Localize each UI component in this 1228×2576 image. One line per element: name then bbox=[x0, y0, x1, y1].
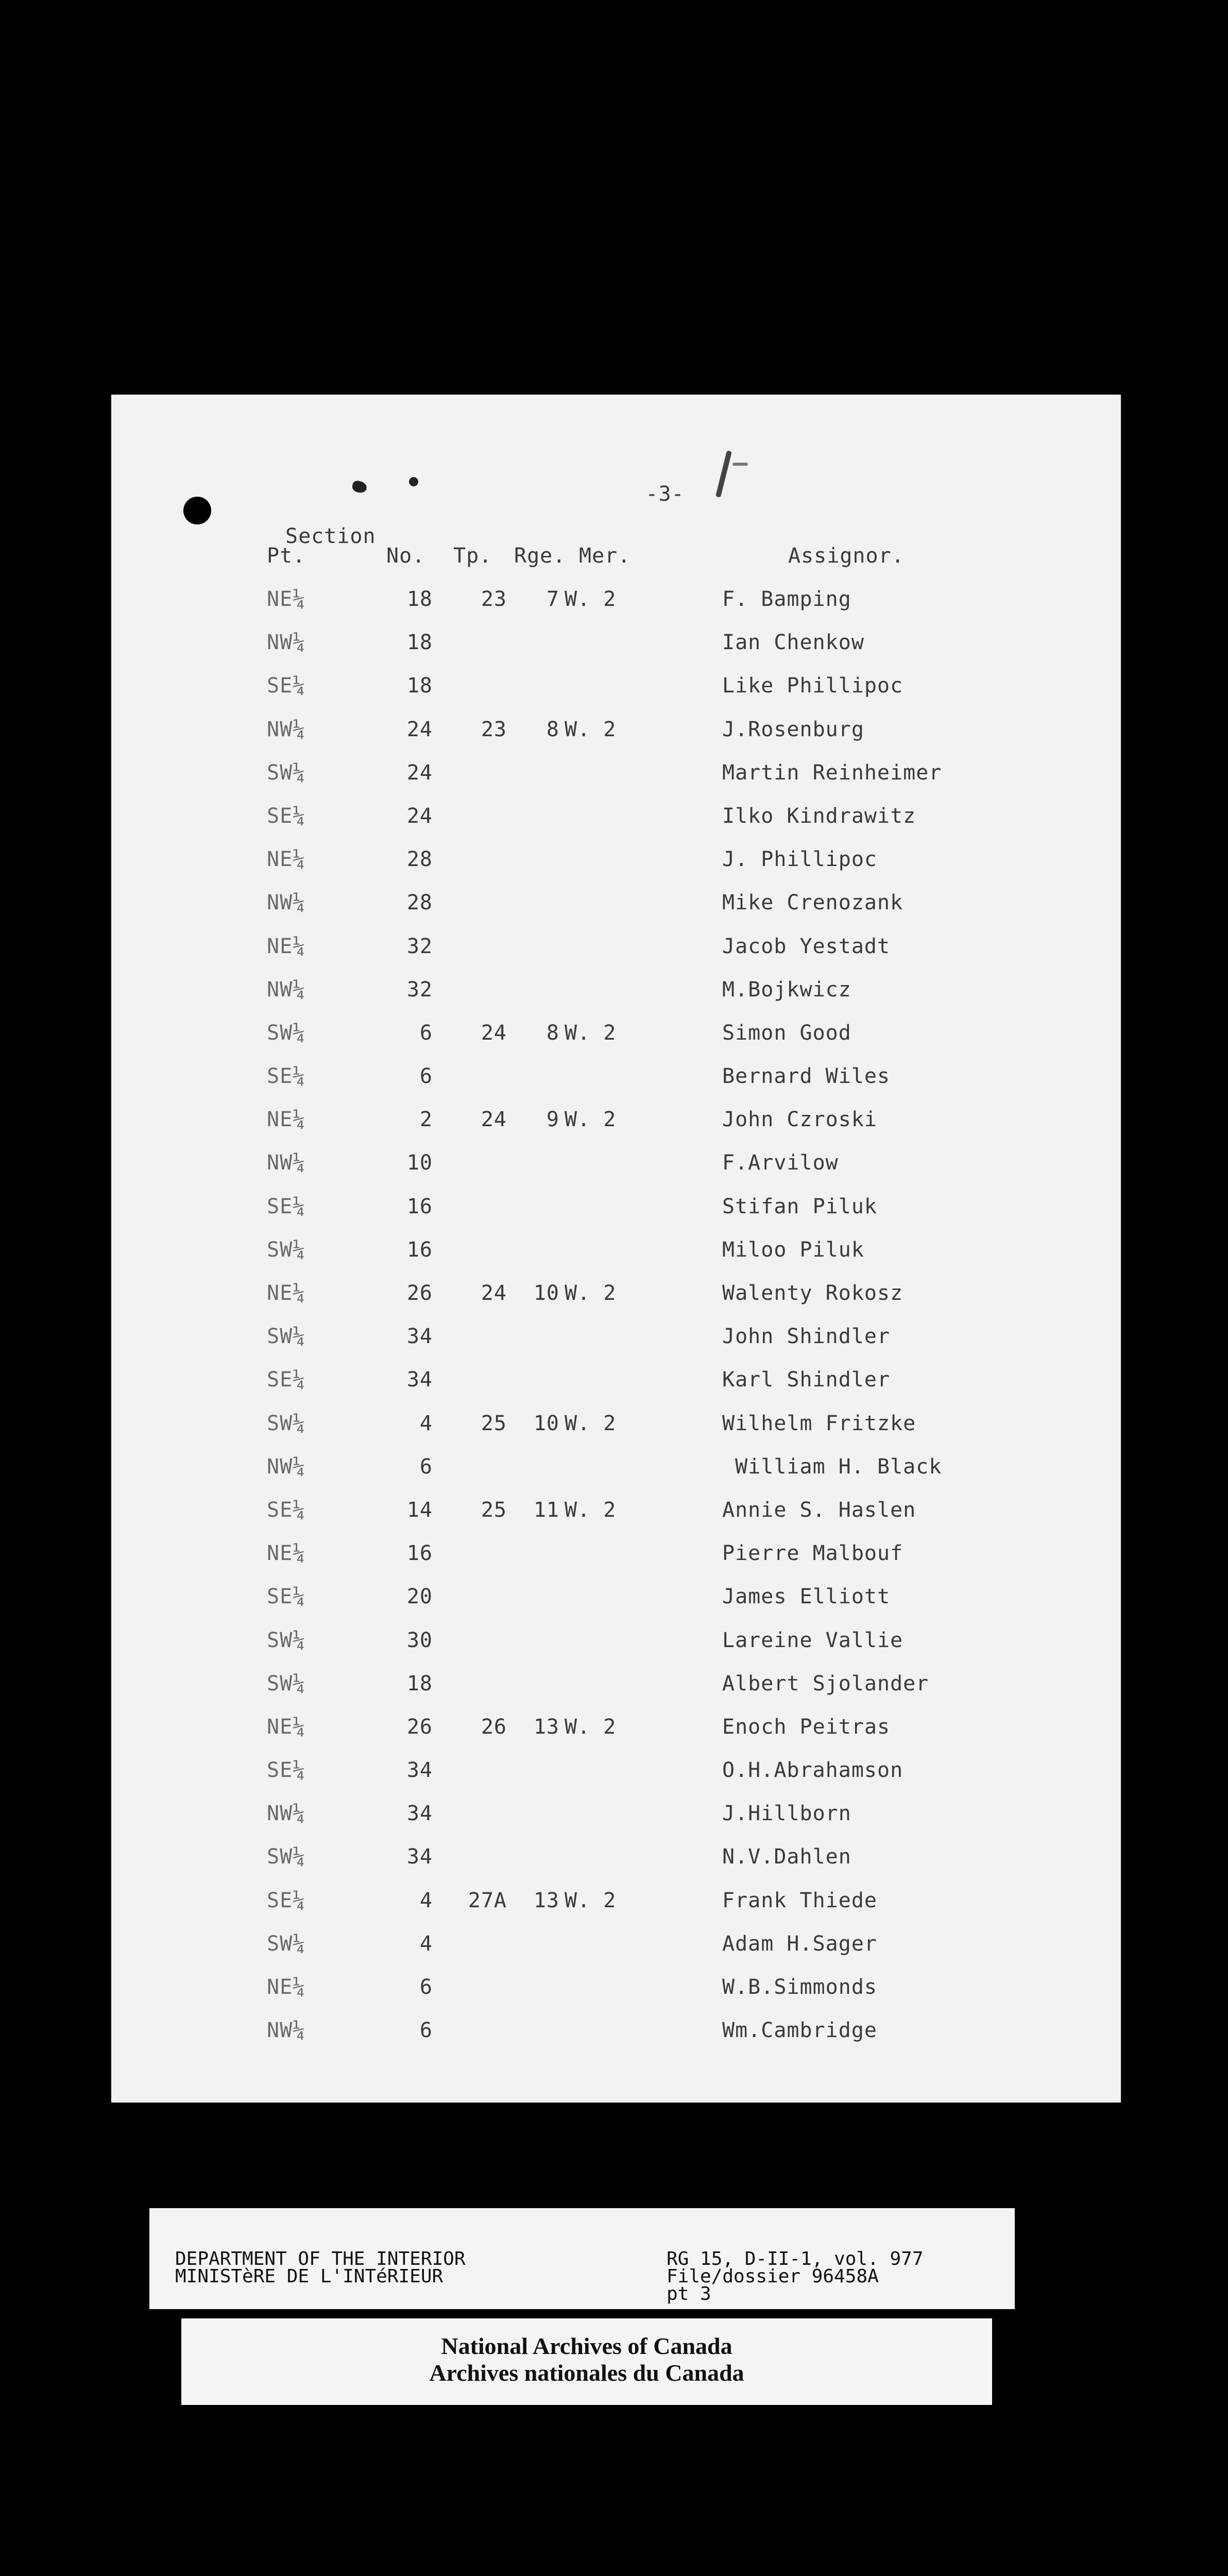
section-number: 24 bbox=[406, 760, 433, 785]
section-number: 30 bbox=[406, 1628, 433, 1652]
section-part: SE¼ bbox=[267, 1194, 306, 1218]
assignor-name: Jacob Yestadt bbox=[722, 934, 891, 958]
section-number: 26 bbox=[406, 1715, 433, 1739]
table-row bbox=[111, 1802, 1121, 1845]
meridian: W. 2 bbox=[565, 1281, 617, 1305]
archive-reference-card bbox=[149, 2208, 1015, 2309]
assignment-table bbox=[111, 587, 1121, 2062]
range: 7 bbox=[546, 587, 559, 611]
assignor-name: J. Phillipoc bbox=[722, 848, 877, 872]
table-row bbox=[111, 674, 1121, 717]
section-number: 34 bbox=[406, 1802, 433, 1826]
archives-name-card bbox=[181, 2318, 992, 2405]
section-number: 32 bbox=[406, 934, 433, 958]
assignor-name: James Elliott bbox=[722, 1585, 891, 1609]
assignor-name: Albert Sjolander bbox=[722, 1671, 929, 1696]
table-row bbox=[111, 2019, 1121, 2062]
header-no: No. bbox=[386, 544, 425, 568]
table-row bbox=[111, 1368, 1121, 1411]
assignor-name: N.V.Dahlen bbox=[722, 1845, 851, 1869]
section-number: 6 bbox=[419, 2019, 433, 2043]
township: 24 bbox=[481, 1108, 507, 1132]
assignor-name: Bernard Wiles bbox=[722, 1064, 891, 1089]
pencil-mark bbox=[732, 463, 748, 466]
section-part: SE¼ bbox=[267, 804, 306, 828]
table-row bbox=[111, 1498, 1121, 1541]
section-part: SE¼ bbox=[267, 1368, 306, 1392]
section-number: 18 bbox=[406, 1671, 433, 1696]
assignor-name: Ian Chenkow bbox=[722, 631, 864, 655]
range: 10 bbox=[533, 1281, 559, 1305]
section-number: 34 bbox=[406, 1325, 433, 1349]
assignor-name: Annie S. Haslen bbox=[722, 1498, 916, 1522]
table-row bbox=[111, 1281, 1121, 1325]
section-part: SE¼ bbox=[267, 1064, 306, 1089]
header-mer: Mer. bbox=[579, 544, 631, 568]
table-row bbox=[111, 848, 1121, 891]
section-part: NW¼ bbox=[267, 977, 306, 1002]
header-pt: Pt. bbox=[267, 544, 306, 568]
section-number: 18 bbox=[406, 631, 433, 655]
table-row bbox=[111, 1975, 1121, 2019]
table-row bbox=[111, 1455, 1121, 1498]
section-number: 6 bbox=[419, 1021, 433, 1045]
section-part: NW¼ bbox=[267, 1151, 306, 1175]
section-part: NW¼ bbox=[267, 631, 306, 655]
table-row bbox=[111, 804, 1121, 848]
township: 25 bbox=[481, 1498, 507, 1522]
scanned-page bbox=[111, 395, 1121, 2103]
assignor-name: Stifan Piluk bbox=[722, 1194, 877, 1218]
meridian: W. 2 bbox=[565, 1411, 617, 1435]
header-rge: Rge. bbox=[514, 544, 566, 568]
township: 23 bbox=[481, 587, 507, 611]
assignor-name: John Shindler bbox=[722, 1325, 891, 1349]
table-row bbox=[111, 631, 1121, 674]
table-row bbox=[111, 1585, 1121, 1628]
section-part: SW¼ bbox=[267, 1931, 306, 1956]
page-number: -3- bbox=[645, 482, 685, 506]
section-part: SW¼ bbox=[267, 1628, 306, 1652]
table-row bbox=[111, 1758, 1121, 1802]
township: 27A bbox=[468, 1888, 507, 1912]
range: 8 bbox=[546, 1021, 559, 1045]
table-row bbox=[111, 1151, 1121, 1194]
assignor-name: Walenty Rokosz bbox=[722, 1281, 903, 1305]
section-part: SW¼ bbox=[267, 760, 306, 785]
table-row bbox=[111, 1412, 1121, 1455]
section-part: NE¼ bbox=[267, 934, 306, 958]
section-part: SE¼ bbox=[267, 1888, 306, 1912]
section-part: NE¼ bbox=[267, 1108, 306, 1132]
section-number: 4 bbox=[419, 1411, 433, 1435]
section-part: NW¼ bbox=[267, 1802, 306, 1826]
meridian: W. 2 bbox=[565, 1715, 617, 1739]
section-number: 10 bbox=[406, 1151, 433, 1175]
section-number: 18 bbox=[406, 674, 433, 698]
assignor-name: Enoch Peitras bbox=[722, 1715, 891, 1739]
meridian: W. 2 bbox=[565, 1888, 617, 1912]
section-number: 34 bbox=[406, 1368, 433, 1392]
assignor-name: Mike Crenozank bbox=[722, 891, 903, 915]
township: 23 bbox=[481, 717, 507, 741]
section-part: SW¼ bbox=[267, 1411, 306, 1435]
section-number: 18 bbox=[406, 587, 433, 611]
table-row bbox=[111, 1325, 1121, 1368]
assignor-name: O.H.Abrahamson bbox=[722, 1758, 903, 1783]
township: 26 bbox=[481, 1715, 507, 1739]
section-number: 24 bbox=[406, 717, 433, 741]
section-part: NE¼ bbox=[267, 587, 306, 611]
section-number: 28 bbox=[406, 848, 433, 872]
section-part: NE¼ bbox=[267, 848, 306, 872]
section-number: 16 bbox=[406, 1541, 433, 1566]
section-part: SE¼ bbox=[267, 674, 306, 698]
section-number: 6 bbox=[419, 1454, 433, 1479]
assignor-name: J.Hillborn bbox=[722, 1802, 851, 1826]
table-row bbox=[111, 891, 1121, 934]
range: 9 bbox=[546, 1108, 559, 1132]
archives-name-fr: Archives nationales du Canada bbox=[429, 2360, 744, 2386]
assignor-name: Like Phillipoc bbox=[722, 674, 903, 698]
township: 25 bbox=[481, 1411, 507, 1435]
township: 24 bbox=[481, 1021, 507, 1045]
assignor-name: M.Bojkwicz bbox=[722, 977, 851, 1002]
section-part: NW¼ bbox=[267, 891, 306, 915]
assignor-name: Simon Good bbox=[722, 1021, 851, 1045]
section-number: 14 bbox=[406, 1498, 433, 1522]
meridian: W. 2 bbox=[565, 587, 617, 611]
assignor-name: F. Bamping bbox=[722, 587, 851, 611]
assignor-name: Adam H.Sager bbox=[722, 1931, 877, 1956]
table-row bbox=[111, 718, 1121, 761]
assignor-name: Karl Shindler bbox=[722, 1368, 891, 1392]
table-row bbox=[111, 1672, 1121, 1715]
section-number: 16 bbox=[406, 1194, 433, 1218]
section-number: 34 bbox=[406, 1758, 433, 1783]
section-part: NE¼ bbox=[267, 1281, 306, 1305]
table-row bbox=[111, 1021, 1121, 1064]
table-row bbox=[111, 1238, 1121, 1281]
table-row bbox=[111, 587, 1121, 631]
range: 13 bbox=[533, 1888, 559, 1912]
section-number: 6 bbox=[419, 1975, 433, 1999]
assignor-name: F.Arvilow bbox=[722, 1151, 839, 1175]
header-assignor: Assignor. bbox=[788, 544, 905, 568]
range: 8 bbox=[546, 717, 559, 741]
section-number: 34 bbox=[406, 1845, 433, 1869]
range: 10 bbox=[533, 1411, 559, 1435]
section-number: 28 bbox=[406, 891, 433, 915]
section-part: NW¼ bbox=[267, 717, 306, 741]
section-number: 16 bbox=[406, 1238, 433, 1262]
table-row bbox=[111, 1108, 1121, 1151]
header-tp: Tp. bbox=[453, 544, 492, 568]
assignor-name: Wm.Cambridge bbox=[722, 2019, 877, 2043]
table-row bbox=[111, 761, 1121, 804]
section-part: SW¼ bbox=[267, 1845, 306, 1869]
assignor-name: Frank Thiede bbox=[722, 1888, 877, 1912]
assignor-name: Martin Reinheimer bbox=[722, 760, 942, 785]
township: 24 bbox=[481, 1281, 507, 1305]
department-label: DEPARTMENT OF THE INTERIOR MINISTèRE DE L'INTéRIEUR bbox=[175, 2248, 466, 2287]
assignor-name: John Czroski bbox=[722, 1108, 877, 1132]
meridian: W. 2 bbox=[565, 1021, 617, 1045]
header-section: Section bbox=[285, 524, 376, 548]
section-part: SW¼ bbox=[267, 1238, 306, 1262]
section-part: NE¼ bbox=[267, 1975, 306, 1999]
section-number: 20 bbox=[406, 1585, 433, 1609]
meridian: W. 2 bbox=[565, 717, 617, 741]
table-row bbox=[111, 978, 1121, 1021]
meridian: W. 2 bbox=[565, 1108, 617, 1132]
section-number: 6 bbox=[419, 1064, 433, 1089]
section-part: SE¼ bbox=[267, 1498, 306, 1522]
section-part: NW¼ bbox=[267, 1454, 306, 1479]
table-row bbox=[111, 1541, 1121, 1585]
table-row bbox=[111, 1064, 1121, 1108]
section-number: 4 bbox=[419, 1931, 433, 1956]
table-row bbox=[111, 1889, 1121, 1932]
section-part: NW¼ bbox=[267, 2019, 306, 2043]
range: 13 bbox=[533, 1715, 559, 1739]
section-part: NE¼ bbox=[267, 1715, 306, 1739]
table-row bbox=[111, 1629, 1121, 1672]
section-number: 24 bbox=[406, 804, 433, 828]
section-part: SW¼ bbox=[267, 1021, 306, 1045]
assignor-name: Lareine Vallie bbox=[722, 1628, 903, 1652]
assignor-name: Wilhelm Fritzke bbox=[722, 1411, 916, 1435]
section-number: 4 bbox=[419, 1888, 433, 1912]
section-part: SE¼ bbox=[267, 1585, 306, 1609]
range: 11 bbox=[533, 1498, 559, 1522]
section-part: SW¼ bbox=[267, 1325, 306, 1349]
assignor-name: J.Rosenburg bbox=[722, 717, 864, 741]
section-part: NE¼ bbox=[267, 1541, 306, 1566]
table-row bbox=[111, 1195, 1121, 1238]
table-row bbox=[111, 1715, 1121, 1758]
section-number: 26 bbox=[406, 1281, 433, 1305]
archives-name-en: National Archives of Canada bbox=[441, 2333, 732, 2359]
assignor-name: Miloo Piluk bbox=[722, 1238, 864, 1262]
table-row bbox=[111, 1845, 1121, 1888]
meridian: W. 2 bbox=[565, 1498, 617, 1522]
section-part: SW¼ bbox=[267, 1671, 306, 1696]
assignor-name: W.B.Simmonds bbox=[722, 1975, 877, 1999]
section-number: 32 bbox=[406, 977, 433, 1002]
file-reference: RG 15, D-II-1, vol. 977 File/dossier 96458A pt 3 bbox=[667, 2248, 924, 2304]
table-row bbox=[111, 1932, 1121, 1975]
section-number: 2 bbox=[419, 1108, 433, 1132]
assignor-name: Ilko Kindrawitz bbox=[722, 804, 916, 828]
assignor-name: Pierre Malbouf bbox=[722, 1541, 903, 1566]
table-row bbox=[111, 935, 1121, 978]
assignor-name: William H. Black bbox=[722, 1454, 942, 1479]
section-part: SE¼ bbox=[267, 1758, 306, 1783]
